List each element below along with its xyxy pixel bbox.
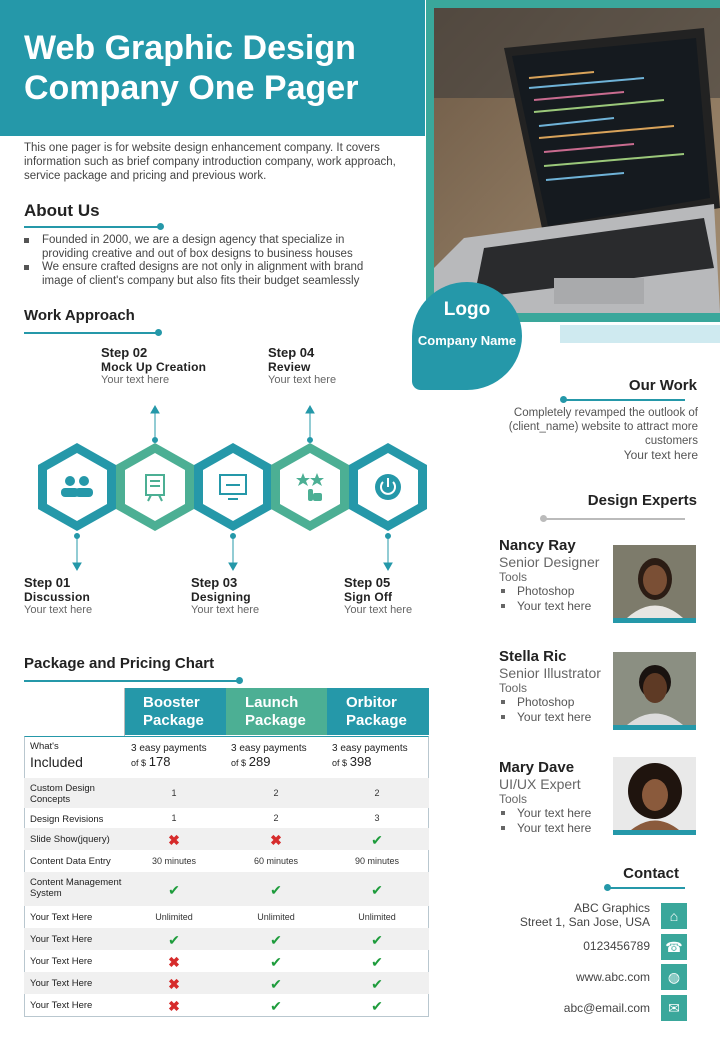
hex-step-02 bbox=[116, 443, 194, 531]
phone-icon: ☎ bbox=[661, 934, 687, 960]
table-row bbox=[24, 994, 429, 1016]
expert-tool: Your text here bbox=[499, 710, 611, 725]
logo-text: Logo bbox=[443, 299, 491, 320]
page-title: Web Graphic Design Company One Pager bbox=[24, 29, 359, 107]
work-approach-heading: Work Approach bbox=[24, 307, 135, 324]
row-label: Your Text Here bbox=[30, 912, 93, 923]
avatar-bar bbox=[613, 725, 696, 730]
about-bullet: We ensure crafted designs are not only in alignment with brand image of client's company but also fits their budget seamlessly bbox=[24, 261, 394, 288]
row-value: Unlimited bbox=[155, 912, 193, 922]
avatar bbox=[613, 652, 696, 725]
step-title: Step 01 bbox=[24, 575, 71, 590]
step-01 bbox=[24, 575, 92, 616]
package-header-orbitor: Orbitor Package bbox=[327, 688, 429, 735]
included-label-big: Included bbox=[30, 754, 83, 770]
cross-icon: ✖ bbox=[168, 954, 180, 970]
about-bullet: Founded in 2000, we are a design agency that specialize in providing creative and out of box designs to business houses bbox=[24, 234, 394, 261]
step-name: Sign Off bbox=[344, 590, 393, 604]
step-title: Step 02 bbox=[101, 345, 148, 360]
check-icon: ✔ bbox=[270, 976, 282, 992]
hex-step-03 bbox=[194, 443, 272, 531]
step-02 bbox=[101, 345, 206, 386]
experts-heading: Design Experts bbox=[587, 492, 697, 509]
expert-tool: Your text here bbox=[499, 806, 609, 821]
payment-orbitor bbox=[332, 743, 408, 769]
check-icon: ✔ bbox=[168, 882, 180, 898]
expert-role: UI/UX Expert bbox=[499, 776, 581, 792]
cross-icon: ✖ bbox=[270, 832, 282, 848]
table-row bbox=[24, 736, 429, 778]
hex-step-01 bbox=[38, 443, 116, 531]
table-row bbox=[24, 872, 429, 906]
row-value: 90 minutes bbox=[354, 856, 400, 866]
expert-tool: Photoshop bbox=[499, 695, 611, 710]
check-icon: ✔ bbox=[371, 954, 383, 970]
about-underline-dot bbox=[157, 223, 164, 230]
row-label: Content Management System bbox=[30, 877, 122, 899]
expert-name: Nancy Ray bbox=[499, 537, 576, 554]
row-value: Unlimited bbox=[257, 912, 295, 922]
contact-address-block bbox=[490, 901, 650, 929]
our-work-text2: Your text here bbox=[623, 448, 698, 462]
photo-accent-strip bbox=[560, 325, 720, 343]
pricing-table bbox=[24, 688, 429, 1018]
table-row bbox=[24, 828, 429, 850]
payment-amount: 398 bbox=[349, 754, 372, 769]
pricing-underline-dot bbox=[236, 677, 243, 684]
check-icon: ✔ bbox=[371, 998, 383, 1014]
step-text: Your text here bbox=[344, 604, 413, 616]
our-work-underline bbox=[563, 399, 685, 401]
laptop-photo bbox=[434, 8, 720, 313]
step-04 bbox=[268, 345, 336, 386]
contact-company: ABC Graphics bbox=[573, 901, 650, 915]
row-label: Your Text Here bbox=[30, 956, 93, 967]
step-title: Step 05 bbox=[344, 575, 391, 590]
step-title: Step 03 bbox=[191, 575, 238, 590]
contact-website[interactable]: www.abc.com bbox=[575, 970, 650, 984]
row-label: Slide Show(jquery) bbox=[30, 834, 110, 845]
check-icon: ✔ bbox=[371, 882, 383, 898]
table-row bbox=[24, 850, 429, 872]
row-label: Your Text Here bbox=[30, 978, 93, 989]
expert-nancy-ray bbox=[499, 537, 609, 614]
row-value: 2 bbox=[273, 788, 279, 798]
expert-name: Mary Dave bbox=[499, 759, 575, 776]
row-value: Unlimited bbox=[358, 912, 396, 922]
step-name: Review bbox=[268, 360, 311, 374]
contact-underline bbox=[607, 887, 685, 889]
work-approach-diagram bbox=[24, 405, 434, 575]
check-icon: ✔ bbox=[270, 882, 282, 898]
row-value: 2 bbox=[374, 788, 380, 798]
step-text: Your text here bbox=[101, 374, 170, 386]
step-text: Your text here bbox=[268, 374, 337, 386]
expert-stella-ric bbox=[499, 648, 611, 725]
hex-step-05 bbox=[349, 443, 427, 531]
row-value: 3 bbox=[374, 813, 380, 823]
row-label: Content Data Entry bbox=[30, 856, 111, 867]
payment-booster bbox=[131, 743, 207, 769]
hex-step-04 bbox=[271, 443, 349, 531]
payment-of: of $ bbox=[131, 758, 147, 768]
payment-text: 3 easy payments bbox=[131, 743, 207, 754]
cross-icon: ✖ bbox=[168, 998, 180, 1014]
mail-icon: ✉ bbox=[661, 995, 687, 1021]
package-header-booster: Booster Package bbox=[124, 688, 226, 735]
check-icon: ✔ bbox=[270, 998, 282, 1014]
contact-phone: 0123456789 bbox=[583, 939, 650, 953]
table-border bbox=[124, 688, 125, 736]
avatar bbox=[613, 757, 696, 830]
globe-icon: ◍ bbox=[661, 964, 687, 990]
contact-heading: Contact bbox=[623, 865, 679, 882]
included-label-small: What's bbox=[30, 741, 59, 752]
company-name: Company Name bbox=[417, 333, 517, 348]
table-row bbox=[24, 972, 429, 994]
cross-icon: ✖ bbox=[168, 832, 180, 848]
table-row bbox=[24, 928, 429, 950]
table-row bbox=[24, 808, 429, 828]
row-label: Your Text Here bbox=[30, 1000, 93, 1011]
step-text: Your text here bbox=[191, 604, 260, 616]
about-heading: About Us bbox=[24, 201, 100, 220]
contact-email[interactable]: abc@email.com bbox=[563, 1001, 650, 1015]
row-label: Custom Design Concepts bbox=[30, 783, 95, 805]
company-logo bbox=[412, 282, 522, 390]
expert-tool: Your text here bbox=[499, 599, 609, 614]
step-03 bbox=[191, 575, 259, 616]
step-text: Your text here bbox=[24, 604, 93, 616]
row-value: 1 bbox=[171, 788, 177, 798]
step-name: Discussion bbox=[24, 590, 91, 604]
payment-of: of $ bbox=[332, 758, 348, 768]
cross-icon: ✖ bbox=[168, 976, 180, 992]
step-05 bbox=[344, 575, 412, 616]
expert-tools-label: Tools bbox=[499, 681, 528, 695]
check-icon: ✔ bbox=[371, 832, 383, 848]
payment-amount: 178 bbox=[148, 754, 171, 769]
payment-text: 3 easy payments bbox=[231, 743, 307, 754]
table-row bbox=[24, 950, 429, 972]
table-row bbox=[24, 906, 429, 928]
payment-amount: 289 bbox=[248, 754, 271, 769]
contact-address: Street 1, San Jose, USA bbox=[519, 915, 650, 929]
check-icon: ✔ bbox=[168, 932, 180, 948]
our-work-heading: Our Work bbox=[628, 377, 697, 394]
expert-mary-dave bbox=[499, 759, 609, 836]
check-icon: ✔ bbox=[270, 954, 282, 970]
pricing-heading: Package and Pricing Chart bbox=[24, 655, 215, 672]
avatar-bar bbox=[613, 618, 696, 623]
work-approach-underline bbox=[24, 332, 159, 334]
check-icon: ✔ bbox=[371, 976, 383, 992]
row-value: 1 bbox=[171, 813, 177, 823]
expert-role: Senior Designer bbox=[499, 554, 600, 570]
step-name: Designing bbox=[191, 590, 251, 604]
row-value: 60 minutes bbox=[253, 856, 299, 866]
row-value: 30 minutes bbox=[151, 856, 197, 866]
table-row bbox=[24, 778, 429, 808]
step-name: Mock Up Creation bbox=[101, 360, 207, 374]
package-header-launch: Launch Package bbox=[226, 688, 327, 735]
row-label: Your Text Here bbox=[30, 934, 93, 945]
check-icon: ✔ bbox=[371, 932, 383, 948]
intro-text: This one pager is for website design enhancement company. It covers information such as brief company introduction company, work approach, service package and pricing and previous work. bbox=[24, 142, 396, 182]
avatar bbox=[613, 545, 696, 618]
avatar-bar bbox=[613, 830, 696, 835]
our-work-text: Completely revamped the outlook of (client_name) website to attract more customers bbox=[508, 407, 698, 447]
header-banner bbox=[0, 0, 425, 136]
payment-of: of $ bbox=[231, 758, 247, 768]
home-icon: ⌂ bbox=[661, 903, 687, 929]
expert-name: Stella Ric bbox=[499, 648, 567, 665]
payment-text: 3 easy payments bbox=[332, 743, 408, 754]
expert-role: Senior Illustrator bbox=[499, 665, 601, 681]
experts-underline bbox=[545, 518, 685, 520]
about-underline bbox=[24, 226, 159, 228]
expert-tool: Photoshop bbox=[499, 584, 609, 599]
row-value: 2 bbox=[273, 813, 279, 823]
row-label: Design Revisions bbox=[30, 814, 104, 825]
about-list bbox=[24, 234, 394, 288]
expert-tools-label: Tools bbox=[499, 570, 528, 584]
expert-tools-label: Tools bbox=[499, 792, 528, 806]
check-icon: ✔ bbox=[270, 932, 282, 948]
step-title: Step 04 bbox=[268, 345, 315, 360]
pricing-underline bbox=[24, 680, 239, 682]
work-approach-underline-dot bbox=[155, 329, 162, 336]
payment-launch bbox=[231, 743, 307, 769]
expert-tool: Your text here bbox=[499, 821, 609, 836]
